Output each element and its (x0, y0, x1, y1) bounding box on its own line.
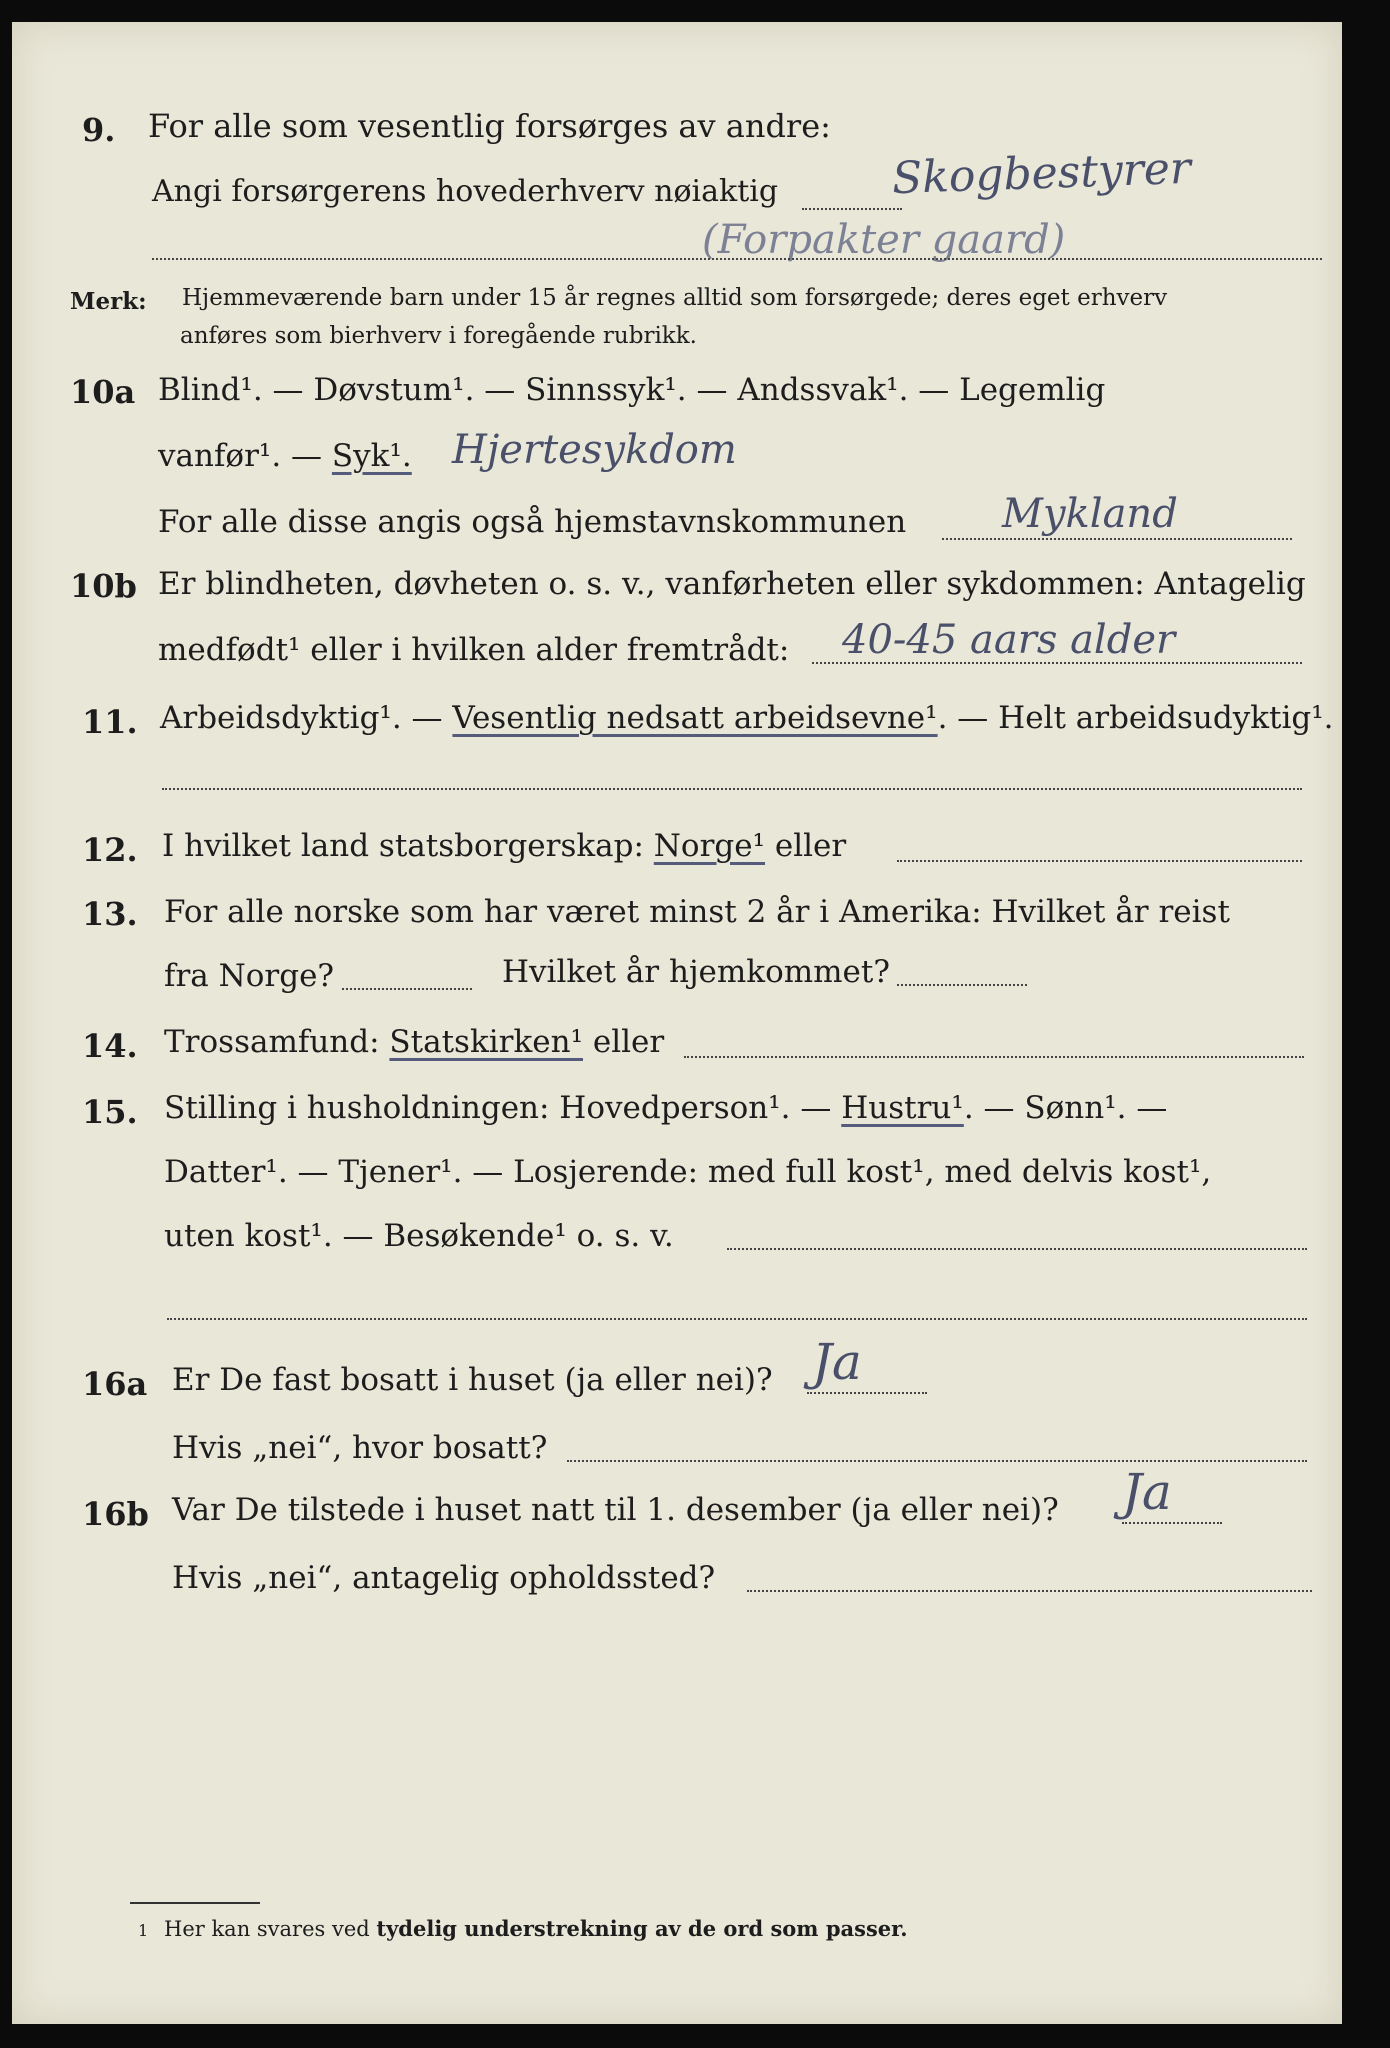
q12-line (162, 828, 846, 864)
q16a-line1: Er De fast bosatt i huset (ja eller nei)? (172, 1362, 773, 1398)
q10a-home-line (942, 538, 1292, 540)
q10a-line2 (158, 438, 412, 474)
q15-blank-line (167, 1318, 1307, 1320)
q15-answer-line (727, 1248, 1307, 1250)
q12-eller: eller (765, 828, 847, 864)
q16b-answer-line (1122, 1522, 1222, 1524)
q9-line2: Angi forsørgerens hovederhverv nøiaktig (152, 174, 779, 209)
census-form-page (12, 22, 1342, 2024)
q16a-number: 16a (82, 1365, 148, 1403)
q11-number: 11. (82, 703, 138, 741)
q12-norge-underlined[interactable]: Norge¹ (653, 828, 766, 864)
q15-line3: uten kost¹. — Besøkende¹ o. s. v. (164, 1218, 674, 1254)
q10b-number: 10b (70, 567, 137, 605)
q14-eller: eller (583, 1024, 665, 1060)
q16a-line2: Hvis „nei“, hvor bosatt? (172, 1430, 548, 1466)
q15-number: 15. (82, 1093, 138, 1131)
q10b-line1: Er blindheten, døvheten o. s. v., vanførheten eller sykdommen: Antagelig (158, 566, 1306, 602)
footnote-text (164, 1916, 908, 1942)
q13-hjemkommet-line (897, 984, 1027, 986)
q14-line (164, 1024, 664, 1060)
q16b-answer[interactable]: Ja (1122, 1463, 1172, 1521)
q13-reist-line (342, 988, 472, 990)
q10b-answer-age[interactable]: 40-45 aars alder (842, 617, 1176, 663)
q15-sonn: . — Sønn¹. — (963, 1090, 1168, 1126)
q16a-bosatt-line (567, 1460, 1307, 1462)
q14-statskirken-underlined[interactable]: Statskirken¹ (389, 1024, 583, 1060)
q14-trossamfund: Trossamfund: (164, 1024, 390, 1060)
q9-number: 9. (82, 111, 116, 149)
footnote-rule (130, 1902, 260, 1904)
q16a-answer-line (807, 1392, 927, 1394)
q10a-line1: Blind¹. — Døvstum¹. — Sinnssyk¹. — Andssvak¹. — Legemlig (158, 372, 1106, 408)
q11-nedsatt-underlined[interactable]: Vesentlig nedsatt arbeidsevne¹ (452, 700, 938, 736)
q11-line (160, 700, 1334, 736)
q15-hovedperson: Stilling i husholdningen: Hovedperson¹. — (164, 1090, 842, 1126)
merk-line1: Hjemmeværende barn under 15 år regnes alltid som forsørgede; deres eget erhverv (182, 285, 1168, 311)
footnote-intro: Her kan svares ved (164, 1917, 377, 1941)
footnote-mark: 1 (138, 1921, 149, 1940)
footnote-bold: tydelig understrekning av de ord som passer. (376, 1916, 908, 1941)
q13-number: 13. (82, 895, 138, 933)
q10a-number: 10a (70, 373, 136, 411)
q15-line1 (164, 1090, 1167, 1126)
q15-line2: Datter¹. — Tjener¹. — Losjerende: med full kost¹, med delvis kost¹, (164, 1154, 1212, 1190)
q13-reist: fra Norge? (164, 958, 335, 994)
q16a-answer[interactable]: Ja (812, 1333, 862, 1391)
q10a-answer-illness[interactable]: Hjertesykdom (452, 427, 737, 473)
q12-question: I hvilket land statsborgerskap: (162, 828, 654, 864)
merk-label: Merk: (70, 288, 147, 315)
q10a-vanfor: vanfør¹. — (158, 438, 332, 474)
q16b-line2: Hvis „nei“, antagelig opholdssted? (172, 1560, 716, 1596)
q9-answer-secondary[interactable]: (Forpakter gaard) (702, 217, 1066, 263)
q10b-line2: medfødt¹ eller i hvilken alder fremtrådt: (158, 632, 790, 668)
q11-arbeidsdyktig: Arbeidsdyktig¹. — (160, 700, 453, 736)
q12-answer-line (897, 860, 1302, 862)
q16b-line1: Var De tilstede i huset natt til 1. desember (ja eller nei)? (172, 1492, 1059, 1528)
q16b-number: 16b (82, 1495, 149, 1533)
q11-blank-line (162, 788, 1302, 790)
q15-hustru-underlined[interactable]: Hustru¹ (841, 1090, 964, 1126)
q12-number: 12. (82, 831, 138, 869)
q9-line1: For alle som vesentlig forsørges av andre: (148, 107, 831, 145)
q10a-answer-home[interactable]: Mykland (1002, 491, 1178, 537)
q11-udyktig: . — Helt arbeidsudyktig¹. (937, 700, 1334, 736)
q10a-line3: For alle disse angis også hjemstavnskommunen (158, 504, 907, 540)
q14-number: 14. (82, 1027, 138, 1065)
q14-answer-line (684, 1056, 1304, 1058)
q13-line1: For alle norske som har været minst 2 år i Amerika: Hvilket år reist (164, 894, 1230, 930)
q9-answer-occupation[interactable]: Skogbestyrer (891, 142, 1192, 205)
merk-line2: anføres som bierhverv i foregående rubrikk. (180, 323, 697, 349)
q13-hjemkommet: Hvilket år hjemkommet? (502, 954, 890, 990)
q16b-opholdssted-line (747, 1590, 1312, 1592)
q9-dotted-line (802, 208, 902, 210)
q10a-syk-underlined[interactable]: Syk¹. (331, 438, 412, 474)
q9-blank-line (152, 258, 1322, 260)
